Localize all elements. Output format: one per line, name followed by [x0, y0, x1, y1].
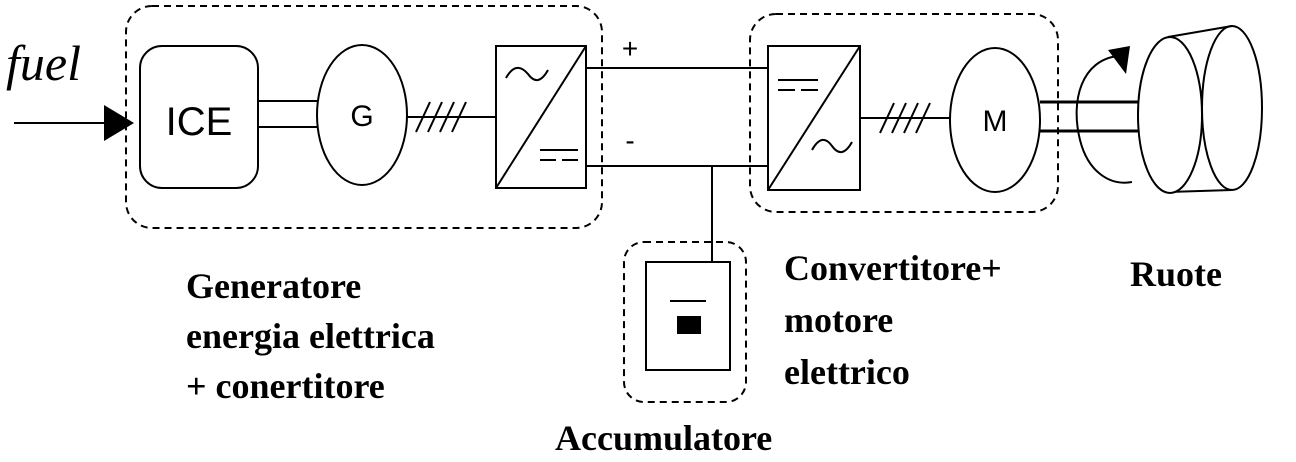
- svg-text:energia elettrica: energia elettrica: [186, 316, 435, 356]
- wheel-icon: [1138, 26, 1262, 193]
- fuel-label: fuel: [6, 35, 81, 91]
- ice-label: ICE: [165, 100, 233, 144]
- svg-text:Convertitore+: Convertitore+: [784, 248, 1002, 288]
- svg-text:+ conertitore: + conertitore: [186, 366, 385, 406]
- minus-polarity-label: -: [625, 125, 635, 156]
- ice-generator-shaft: [258, 101, 318, 127]
- generator-group-label: [186, 266, 435, 406]
- svg-text:elettrico: elettrico: [784, 352, 910, 392]
- rotation-arrow-path: [1077, 56, 1132, 183]
- battery-minus-plate: [677, 316, 701, 334]
- motor-label: M: [982, 105, 1008, 138]
- generator-label: G: [350, 100, 374, 133]
- wheels-label: Ruote: [1130, 254, 1222, 294]
- plus-polarity-label: +: [621, 33, 639, 64]
- svg-text:motore: motore: [784, 300, 894, 340]
- rotation-arrow-head: [1108, 46, 1130, 74]
- converter-group-label: [784, 248, 1002, 392]
- svg-text:Generatore: Generatore: [186, 266, 362, 306]
- battery-label: Accumulatore: [555, 418, 773, 458]
- fuel-arrow-head: [104, 105, 134, 141]
